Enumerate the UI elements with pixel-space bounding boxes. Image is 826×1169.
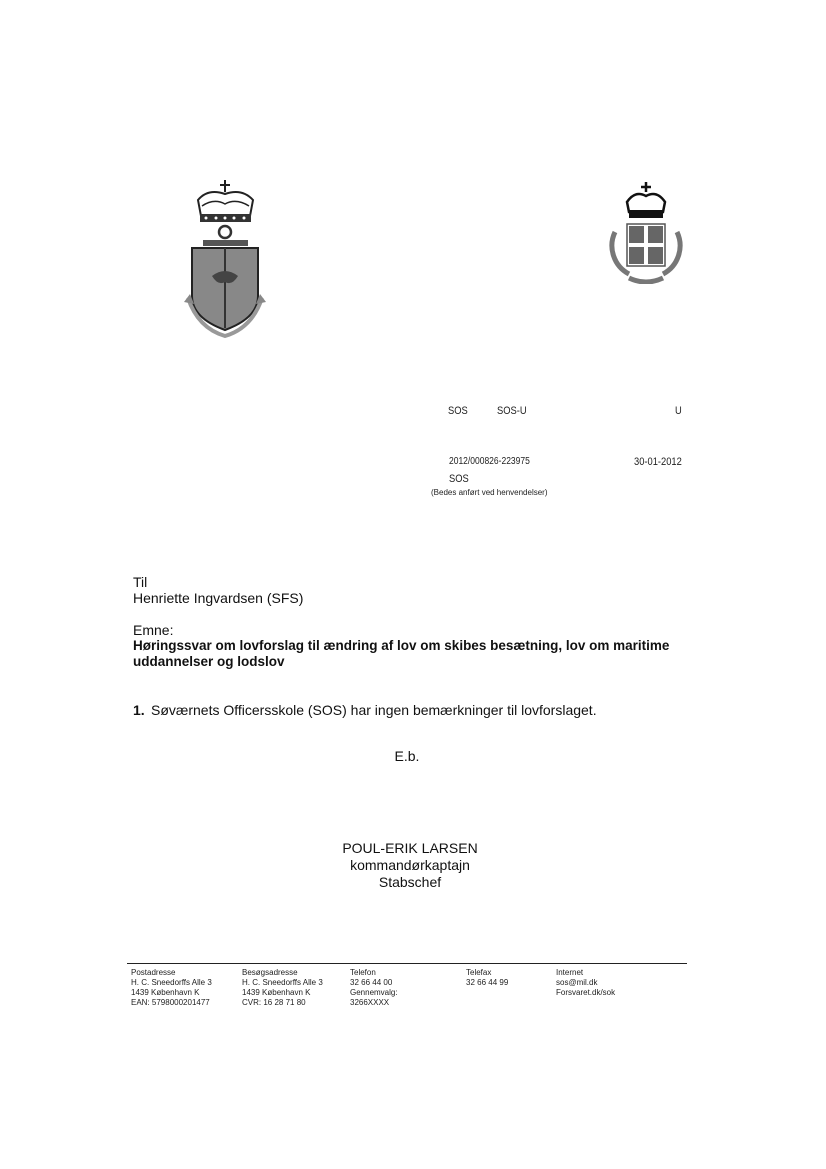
subject-label: Emne: (133, 622, 174, 638)
footer-besogsadresse-line2: 1439 København K (242, 988, 311, 997)
footer-internet (556, 968, 615, 998)
ref-sender: SOS (448, 405, 468, 417)
footer-telefon-label: Telefon (350, 968, 376, 977)
footer-email-link[interactable]: sos@mil.dk (556, 978, 598, 987)
footer-internet-label: Internet (556, 968, 584, 977)
naval-crown-anchor-shield-icon (178, 178, 273, 338)
item-text: Søværnets Officersskole (SOS) har ingen bemærkninger til lovforslaget. (151, 702, 597, 718)
footer-telefon (350, 968, 398, 1008)
recipient-label: Til (133, 574, 148, 590)
ref-classification: U (675, 405, 682, 417)
defence-crown-cross-icon (605, 182, 687, 284)
item-number: 1. (133, 702, 145, 718)
letter-date: 30-01-2012 (634, 456, 682, 468)
footer-postadresse (131, 968, 212, 1008)
footer-postadresse-label: Postadresse (131, 968, 176, 977)
footer-telefax-line1: 32 66 44 99 (466, 978, 509, 987)
signer-name: POUL-ERIK LARSEN (342, 840, 478, 856)
footer-telefax (466, 968, 508, 988)
recipient-name: Henriette Ingvardsen (SFS) (133, 590, 304, 606)
case-number: 2012/000826-223975 (449, 456, 530, 467)
eb-closing: E.b. (394, 748, 420, 764)
footer-besogsadresse-line3: CVR: 16 28 71 80 (242, 998, 306, 1007)
footer-postadresse-line2: 1439 København K (131, 988, 200, 997)
footer-telefon-line2: Gennemvalg: (350, 988, 398, 997)
ref-note: (Bedes anført ved henvendelser) (431, 488, 548, 497)
footer-telefon-line1: 32 66 44 00 (350, 978, 393, 987)
signer-rank: kommandørkaptajn (350, 857, 470, 873)
footer-postadresse-line3: EAN: 5798000201477 (131, 998, 210, 1007)
signer-title: Stabschef (378, 874, 442, 890)
footer-telefon-line3: 3266XXXX (350, 998, 390, 1007)
footer-postadresse-line1: H. C. Sneedorffs Alle 3 (131, 978, 212, 987)
footer-besogsadresse-label: Besøgsadresse (242, 968, 298, 977)
ref-sender-2: SOS (449, 473, 469, 485)
ref-unit: SOS-U (497, 405, 527, 417)
subject-line-1: Høringssvar om lovforslag til ændring af lov om skibes besætning, lov om maritime (133, 638, 670, 653)
footer-website-link[interactable]: Forsvaret.dk/sok (556, 988, 616, 997)
footer-telefax-label: Telefax (466, 968, 492, 977)
footer-besogsadresse (242, 968, 323, 1008)
subject-line-2: uddannelser og lodslov (133, 654, 285, 669)
footer-divider (127, 963, 687, 964)
footer-besogsadresse-line1: H. C. Sneedorffs Alle 3 (242, 978, 323, 987)
